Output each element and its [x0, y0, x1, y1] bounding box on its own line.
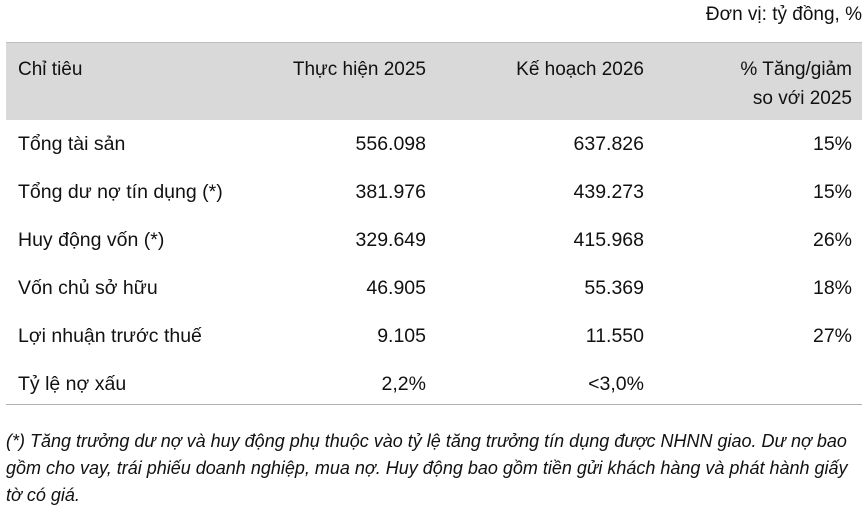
- row-change: 18%: [812, 276, 852, 299]
- row-name: Tổng dư nợ tín dụng (*): [18, 180, 223, 203]
- row-actual: 329.649: [355, 228, 426, 251]
- footnote-divider: [6, 404, 862, 405]
- header-plan-2026: Kế hoạch 2026: [516, 59, 644, 80]
- header-change-line1: % Tăng/giảm: [740, 59, 852, 80]
- header-change-line2: so với 2025: [752, 88, 852, 109]
- header-change: [644, 43, 862, 120]
- row-plan: <3,0%: [588, 372, 644, 395]
- row-plan: 439.273: [573, 180, 644, 203]
- row-change: 15%: [812, 132, 852, 155]
- row-actual: 9.105: [377, 324, 426, 347]
- table-row: [6, 168, 862, 216]
- row-actual: 46.905: [366, 276, 426, 299]
- table-row: [6, 312, 862, 360]
- row-name: Tỷ lệ nợ xấu: [18, 372, 127, 395]
- table-body: [6, 120, 862, 408]
- header-indicator: Chỉ tiêu: [18, 59, 83, 80]
- table-row: [6, 360, 862, 408]
- table-row: [6, 216, 862, 264]
- unit-label: Đơn vị: tỷ đồng, %: [705, 4, 862, 25]
- row-name: Tổng tài sản: [18, 132, 126, 155]
- row-plan: 637.826: [573, 132, 644, 155]
- row-plan: 415.968: [573, 228, 644, 251]
- row-actual: 2,2%: [381, 372, 426, 395]
- row-name: Vốn chủ sở hữu: [18, 276, 158, 299]
- row-actual: 556.098: [355, 132, 426, 155]
- row-change: 27%: [812, 324, 852, 347]
- table-row: [6, 264, 862, 312]
- header-actual-2025: Thực hiện 2025: [292, 59, 426, 80]
- row-plan: 11.550: [585, 324, 644, 347]
- table-row: [6, 120, 862, 168]
- row-plan: 55.369: [584, 276, 644, 299]
- targets-table: [6, 42, 862, 408]
- footnote: (*) Tăng trưởng dư nợ và huy động phụ thuộc vào tỷ lệ tăng trưởng tín dụng được NHNN giao. Dư nợ bao gồm cho vay, trái phiếu doanh nghiệp, mua nợ. Huy động bao gồm tiền gửi khách hàng và phát hành giấy tờ có giá.: [6, 431, 848, 505]
- row-name: Lợi nhuận trước thuế: [18, 324, 202, 347]
- row-actual: 381.976: [355, 180, 426, 203]
- row-change: 15%: [812, 180, 852, 203]
- row-change: 26%: [812, 228, 852, 251]
- table-header: [6, 42, 862, 120]
- row-name: Huy động vốn (*): [18, 228, 165, 251]
